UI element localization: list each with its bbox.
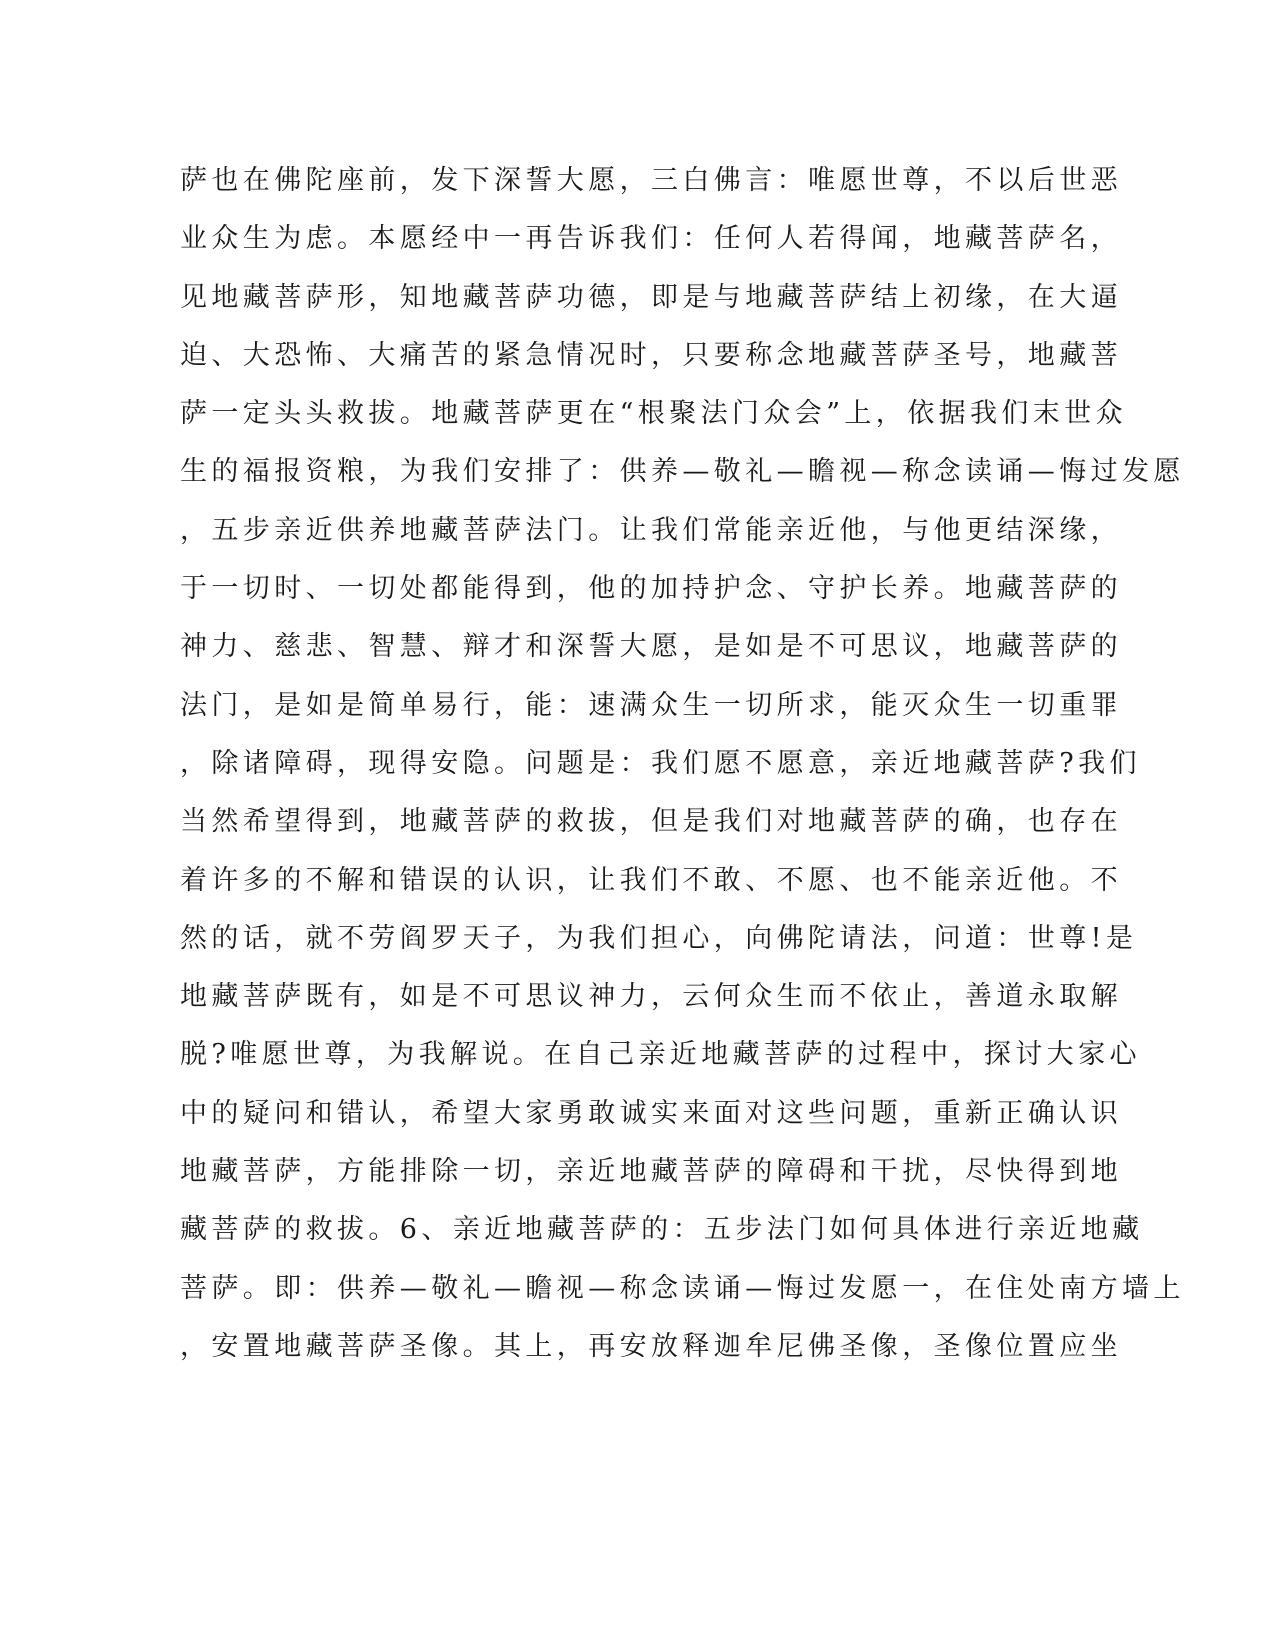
text-line: 地藏菩萨，方能排除一切，亲近地藏菩萨的障碍和干扰，尽快得到地 <box>180 1156 1122 1188</box>
text-line: 生的福报资粮，为我们安排了：供养—敬礼—瞻视—称念读诵—悔过发愿 <box>180 456 1185 488</box>
text-line: 迫、大恐怖、大痛苦的紧急情况时，只要称念地藏菩萨圣号，地藏菩 <box>180 339 1122 371</box>
text-line: 当然希望得到，地藏菩萨的救拔，但是我们对地藏菩萨的确，也存在 <box>180 806 1122 838</box>
text-line: 着许多的不解和错误的认识，让我们不敢、不愿、也不能亲近他。不 <box>180 864 1122 896</box>
text-line: 萨一定头头救拔。地藏菩萨更在“根聚法门众会”上，依据我们末世众 <box>180 398 1128 430</box>
text-line: 脱?唯愿世尊，为我解说。在自己亲近地藏菩萨的过程中，探讨大家心 <box>180 1039 1141 1071</box>
text-line: 然的话，就不劳阎罗天子，为我们担心，向佛陀请法，问道：世尊!是 <box>180 922 1138 954</box>
text-line: 见地藏菩萨形，知地藏菩萨功德，即是与地藏菩萨结上初缘，在大逼 <box>180 281 1122 313</box>
text-line: ，五步亲近供养地藏菩萨法门。让我们常能亲近他，与他更结深缘， <box>180 514 1122 546</box>
text-line: 萨也在佛陀座前，发下深誓大愿，三白佛言：唯愿世尊，不以后世恶 <box>180 165 1122 196</box>
text-line: ，安置地藏菩萨圣像。其上，再安放释迦牟尼佛圣像，圣像位置应坐 <box>180 1330 1122 1362</box>
body-text <box>180 152 1185 1376</box>
text-line: ，除诸障碍，现得安隐。问题是：我们愿不愿意，亲近地藏菩萨?我们 <box>180 747 1141 779</box>
text-line: 神力、慈悲、智慧、辩才和深誓大愿，是如是不可思议，地藏菩萨的 <box>180 631 1122 663</box>
text-line: 于一切时、一切处都能得到，他的加持护念、守护长养。地藏菩萨的 <box>180 573 1122 605</box>
text-line: 业众生为虑。本愿经中一再告诉我们：任何人若得闻，地藏菩萨名， <box>180 223 1122 255</box>
text-line: 法门，是如是简单易行，能：速满众生一切所求，能灭众生一切重罪 <box>180 689 1122 721</box>
text-line: 菩萨。即：供养—敬礼—瞻视—称念读诵—悔过发愿一，在住处南方墙上 <box>180 1272 1185 1304</box>
text-line: 中的疑问和错认，希望大家勇敢诚实来面对这些问题，重新正确认识 <box>180 1097 1122 1129</box>
text-line: 地藏菩萨既有，如是不可思议神力，云何众生而不依止，善道永取解 <box>180 981 1122 1013</box>
text-line: 藏菩萨的救拔。6、亲近地藏菩萨的：五步法门如何具体进行亲近地藏 <box>180 1214 1144 1246</box>
